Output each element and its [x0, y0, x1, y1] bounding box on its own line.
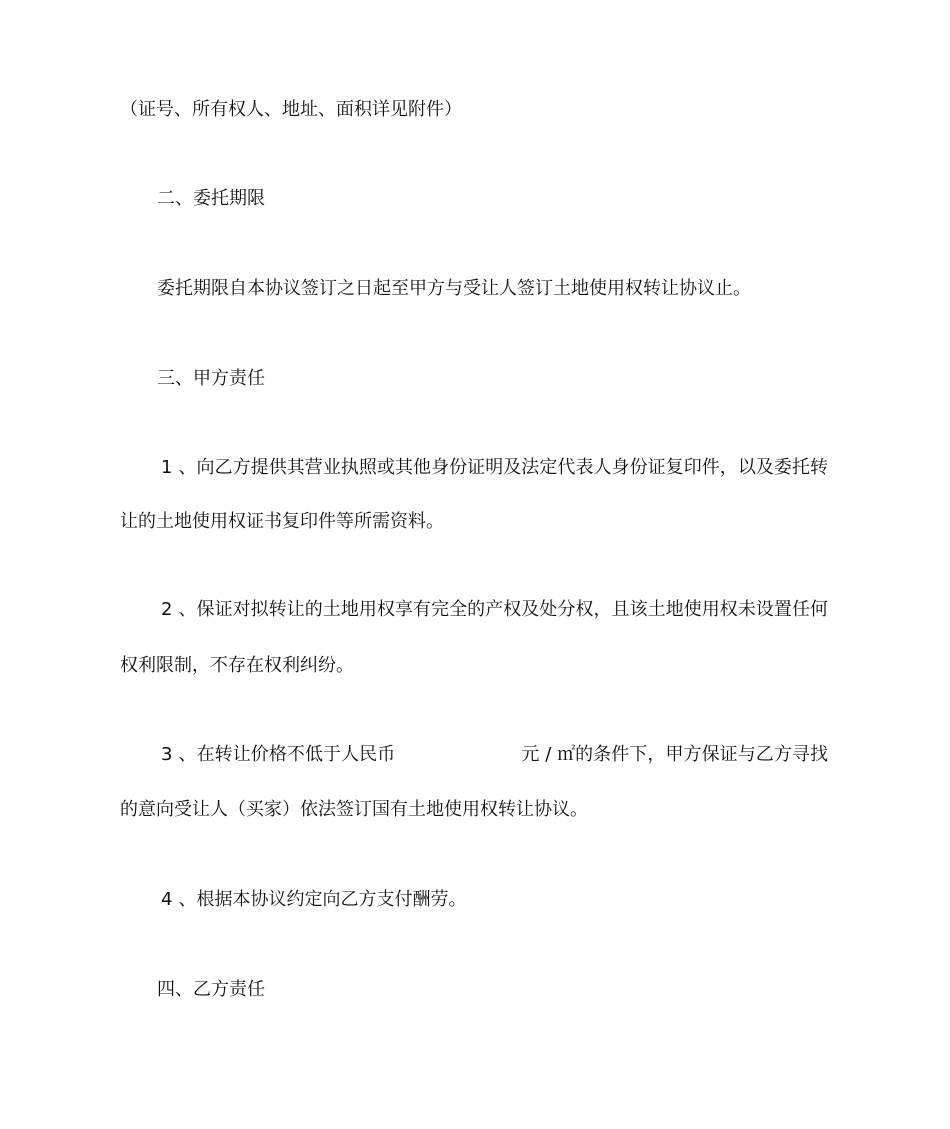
section-3-item-1-line-1 — [120, 456, 828, 480]
section-2-heading: 二、委托期限 — [157, 188, 265, 209]
section-3-item-1-line-2: 让的土地使用权证书复印件等所需资料。 — [120, 511, 444, 532]
section-3-item-2-line-1 — [120, 598, 828, 622]
item-number: 3 — [161, 744, 173, 765]
section-3-heading: 三、甲方责任 — [157, 368, 265, 389]
item-text: 、保证对拟转让的土地用权享有完全的产权及处分权，且该土地使用权未设置任何 — [178, 599, 828, 620]
item-text-before-blank: 、在转让价格不低于人民币 — [178, 744, 396, 765]
item-text: 、向乙方提供其营业执照或其他身份证明及法定代表人身份证复印件，以及委托转 — [178, 457, 828, 478]
property-note: （证号、所有权人、地址、面积详见附件） — [120, 99, 462, 120]
section-4-heading: 四、乙方责任 — [157, 979, 265, 1000]
item-text-after-blank: 元 / ㎡的条件下，甲方保证与乙方寻找 — [521, 744, 828, 765]
item-number: 2 — [161, 599, 173, 620]
section-3-item-2-line-2: 权利限制，不存在权利纠纷。 — [120, 655, 354, 676]
section-3-item-3-line-1 — [120, 743, 828, 767]
section-3-item-3-line-2: 的意向受让人（买家）依法签订国有土地使用权转让协议。 — [120, 799, 588, 820]
item-number: 1 — [161, 457, 173, 478]
section-3-item-4 — [161, 888, 466, 912]
item-number: 4 — [161, 889, 173, 910]
section-2-text: 委托期限自本协议签订之日起至甲方与受让人签订土地使用权转让协议止。 — [157, 278, 751, 299]
item-text: 、根据本协议约定向乙方支付酬劳。 — [178, 889, 467, 910]
